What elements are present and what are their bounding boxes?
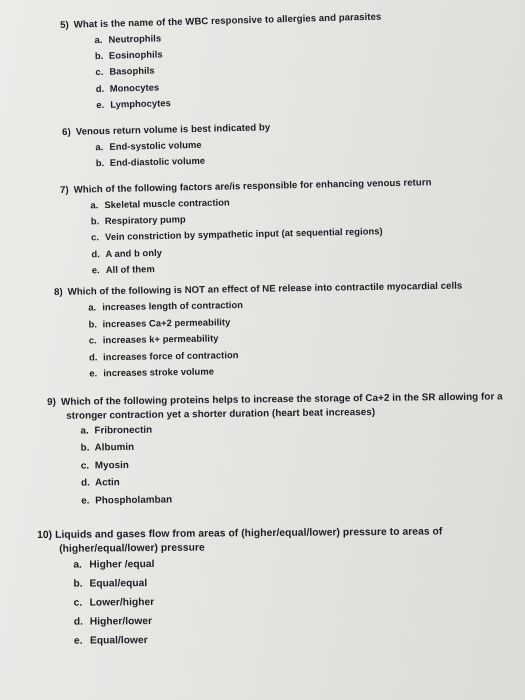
question-text: Venous return volume is best indicated by — [75, 122, 271, 138]
option-list — [94, 27, 383, 115]
option-a[interactable]: a. Neutrophils — [94, 32, 162, 46]
option-d[interactable]: d. Actin — [80, 477, 120, 489]
option-c[interactable]: c. Basophils — [95, 64, 155, 78]
question-text: Which of the following factors are/is responsible for enhancing venous return — [73, 177, 432, 196]
option-e[interactable]: e. All of them — [91, 262, 155, 276]
option-b[interactable]: b. increases Ca+2 permeability — [88, 315, 231, 330]
option-c[interactable]: c. Lower/higher — [73, 596, 155, 609]
question-text: Liquids and gases flow from areas of (higher/equal/lower) pressure to areas of — [55, 526, 443, 541]
option-a[interactable]: a. Skeletal muscle contraction — [90, 196, 230, 211]
option-b[interactable]: b. Eosinophils — [94, 48, 163, 62]
question-text: Which of the following proteins helps to increase the storage of Ca+2 in the SR allowing for a — [60, 391, 503, 408]
option-e[interactable]: e. Lymphocytes — [96, 96, 171, 110]
option-c[interactable]: c. Myosin — [80, 459, 129, 472]
question-number: 8) — [54, 286, 63, 298]
question-6 — [62, 122, 271, 174]
option-b[interactable]: b. End-diastolic volume — [95, 154, 206, 169]
question-10 — [37, 526, 443, 655]
question-text: What is the name of the WBC responsive to allergies and parasites — [73, 11, 382, 31]
option-d[interactable]: d. Monocytes — [95, 80, 160, 94]
question-7 — [60, 177, 433, 281]
question-number: 9) — [47, 396, 57, 408]
option-list — [80, 420, 504, 512]
option-d[interactable]: d. Higher/lower — [73, 615, 153, 628]
question-5 — [60, 12, 384, 116]
option-a[interactable]: a. Fribronectin — [80, 424, 153, 437]
option-list — [90, 192, 433, 280]
question-number: 7) — [60, 184, 69, 196]
option-d[interactable]: d. increases force of contraction — [89, 348, 239, 363]
option-b[interactable]: b. Equal/equal — [73, 578, 148, 590]
option-list — [73, 556, 443, 654]
option-a[interactable]: a. increases length of contraction — [88, 299, 244, 313]
option-e[interactable]: e. Phospholamban — [81, 494, 173, 507]
question-9 — [47, 391, 504, 513]
question-text: Which of the following is NOT an effect of NE release into contractile myocardial cells — [67, 280, 463, 298]
question-text-continued: (higher/equal/lower) pressure — [59, 542, 205, 555]
option-c[interactable]: c. increases k+ permeability — [88, 332, 219, 346]
question-number: 6) — [62, 126, 71, 138]
option-list — [88, 296, 463, 385]
option-d[interactable]: d. A and b only — [91, 246, 163, 259]
option-e[interactable]: e. Equal/lower — [73, 635, 148, 647]
option-c[interactable]: c. Vein constriction by sympathetic input (at sequential regions) — [90, 225, 383, 243]
question-text-continued: stronger contraction yet a shorter duration (heart beat increases) — [66, 406, 376, 422]
option-a[interactable]: a. Higher /equal — [73, 558, 155, 571]
question-number: 10) — [37, 529, 53, 541]
option-b[interactable]: b. Respiratory pump — [90, 213, 186, 227]
option-e[interactable]: e. increases stroke volume — [89, 365, 215, 379]
option-b[interactable]: b. Albumin — [80, 442, 135, 454]
question-number: 5) — [60, 19, 69, 31]
question-8 — [54, 281, 464, 385]
option-list — [95, 137, 271, 173]
option-a[interactable]: a. End-systolic volume — [95, 138, 202, 153]
